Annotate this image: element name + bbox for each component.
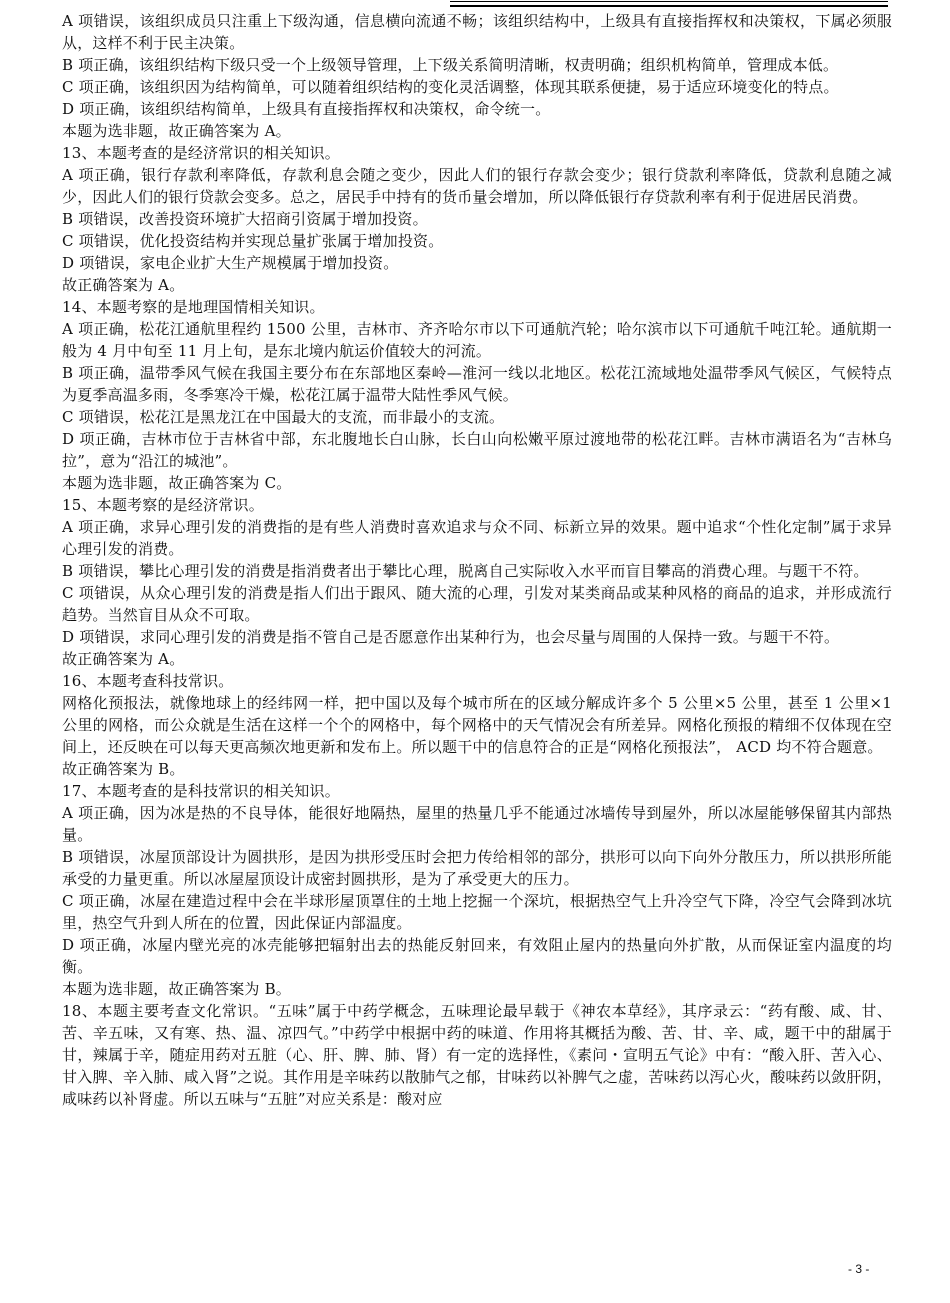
paragraph: 17、本题考查的是科技常识的相关知识。 (62, 782, 340, 800)
paragraph: 18、本题主要考查文化常识。“五味”属于中药学概念，五味理论最早载于《神农本草经》，其序录云：“药有酸、咸、甘、苦、辛五味，又有寒、热、温、凉四气。”中药学中根据中药的味道、作用将其概括为酸、苦、甘、辛、咸，题干中的甜属于甘，辣属于辛，随症用药对五脏（心、肝、脾、肺、肾）有一定的选择性，《素问・宣明五气论》中有：“酸入肝、苦入心、甘入脾、辛入肺、咸入肾”之说。其作用是辛味药以散肺气之郁，甘味药以补脾气之虚，苦味药以泻心火，酸味药以敛肝阴，咸味药以补肾虚。所以五味与“五脏”对应关系是：酸对应 (62, 1002, 892, 1108)
paragraph: 故正确答案为 A。 (62, 276, 185, 294)
paragraph: A 项正确，因为冰是热的不良导体，能很好地隔热，屋里的热量几乎不能通过冰墙传导到屋外，所以冰屋能够保留其内部热量。 (62, 804, 892, 844)
paragraph: C 项错误，松花江是黑龙江在中国最大的支流，而非最小的支流。 (62, 408, 505, 426)
paragraph: C 项正确，该组织因为结构简单，可以随着组织结构的变化灵活调整，体现其联系便捷，易于适应环境变化的特点。 (62, 78, 839, 96)
paragraph: B 项正确，该组织结构下级只受一个上级领导管理，上下级关系简明清晰，权责明确；组织机构简单，管理成本低。 (62, 56, 839, 74)
paragraph: D 项正确，冰屋内壁光亮的冰壳能够把辐射出去的热能反射回来，有效阻止屋内的热量向外扩散，从而保证室内温度的均衡。 (62, 936, 892, 976)
paragraph: C 项错误，优化投资结构并实现总量扩张属于增加投资。 (62, 232, 444, 250)
paragraph: 网格化预报法，就像地球上的经纬网一样，把中国以及每个城市所在的区域分解成许多个 5 公里×5 公里，甚至 1 公里×1 公里的网格，而公众就是生活在这样一个个的网格中，每个网格中的天气情况会有所差异。网格化预报的精细不仅体现在空间上，还反映在可以每天更高频次地更新和发布上。所以题干中的信息符合的正是“网格化预报法”， ACD 均不符合题意。 (62, 694, 897, 756)
paragraph: A 项正确，银行存款利率降低，存款利息会随之变少，因此人们的银行存款会变少；银行贷款利率降低，贷款利息随之减少，因此人们的银行贷款会变多。总之，居民手中持有的货币量会增加，所以降低银行存贷款利率有利于促进居民消费。 (62, 166, 892, 206)
paragraph: 故正确答案为 B。 (62, 760, 185, 778)
paragraph: 本题为选非题，故正确答案为 B。 (62, 980, 291, 998)
page-number: - 3 - (848, 1262, 870, 1276)
document-body (62, 10, 897, 1110)
paragraph: B 项正确，温带季风气候在我国主要分布在东部地区秦岭—淮河一线以北地区。松花江流域地处温带季风气候区，气候特点为夏季高温多雨，冬季寒冷干燥，松花江属于温带大陆性季风气候。 (62, 364, 892, 404)
header-rule (450, 1, 888, 7)
paragraph: D 项错误，家电企业扩大生产规模属于增加投资。 (62, 254, 399, 272)
paragraph: B 项错误，攀比心理引发的消费是指消费者出于攀比心理，脱离自己实际收入水平而盲目攀高的消费心理。与题干不符。 (62, 562, 869, 580)
paragraph: 故正确答案为 A。 (62, 650, 185, 668)
paragraph: A 项错误，该组织成员只注重上下级沟通，信息横向流通不畅；该组织结构中，上级具有直接指挥权和决策权，下属必须服从，这样不利于民主决策。 (62, 12, 892, 52)
paragraph: A 项正确，求异心理引发的消费指的是有些人消费时喜欢追求与众不同、标新立异的效果。题中追求“个性化定制”属于求异心理引发的消费。 (62, 518, 892, 558)
paragraph: B 项错误，改善投资环境扩大招商引资属于增加投资。 (62, 210, 428, 228)
paragraph: 14、本题考察的是地理国情相关知识。 (62, 298, 325, 316)
paragraph: 本题为选非题，故正确答案为 A。 (62, 122, 291, 140)
paragraph: C 项错误，从众心理引发的消费是指人们出于跟风、随大流的心理，引发对某类商品或某种风格的商品的追求，并形成流行趋势。当然盲目从众不可取。 (62, 584, 892, 624)
paragraph: 16、本题考查科技常识。 (62, 672, 234, 690)
paragraph: A 项正确，松花江通航里程约 1500 公里，吉林市、齐齐哈尔市以下可通航汽轮；哈尔滨市以下可通航千吨江轮。通航期一般为 4 月中旬至 11 月上旬，是东北境内航运价值较大的河流。 (62, 320, 892, 360)
paragraph: D 项错误，求同心理引发的消费是指不管自己是否愿意作出某种行为，也会尽量与周围的人保持一致。与题干不符。 (62, 628, 840, 646)
paragraph: D 项正确，吉林市位于吉林省中部，东北腹地长白山脉，长白山向松嫩平原过渡地带的松花江畔。吉林市满语名为“吉林乌拉”，意为“沿江的城池”。 (62, 430, 892, 470)
paragraph: 15、本题考察的是经济常识。 (62, 496, 264, 514)
paragraph: C 项正确，冰屋在建造过程中会在半球形屋顶罩住的土地上挖掘一个深坑，根据热空气上升冷空气下降，冷空气会降到冰坑里，热空气升到人所在的位置，因此保证内部温度。 (62, 892, 892, 932)
paragraph: 13、本题考查的是经济常识的相关知识。 (62, 144, 340, 162)
paragraph: B 项错误，冰屋顶部设计为圆拱形，是因为拱形受压时会把力传给相邻的部分，拱形可以向下向外分散压力，所以拱形所能承受的力量更重。所以冰屋屋顶设计成密封圆拱形，是为了承受更大的压力。 (62, 848, 892, 888)
paragraph: 本题为选非题，故正确答案为 C。 (62, 474, 292, 492)
paragraph: D 项正确，该组织结构简单，上级具有直接指挥权和决策权，命令统一。 (62, 100, 551, 118)
